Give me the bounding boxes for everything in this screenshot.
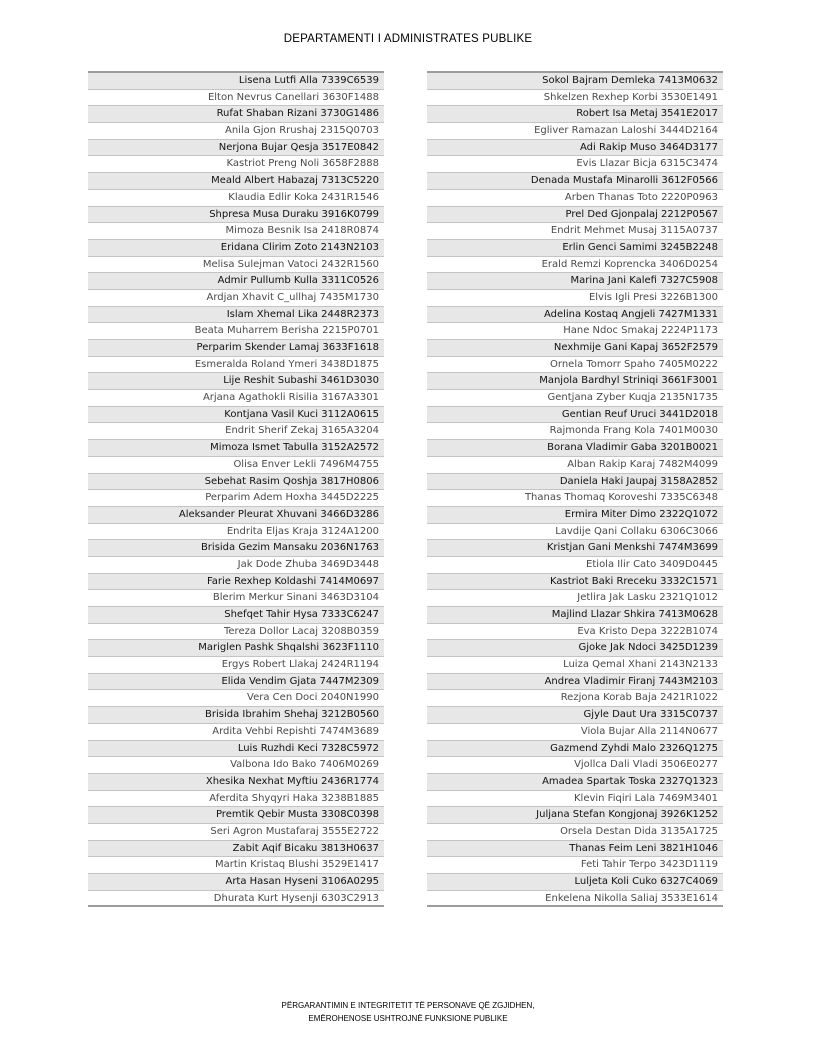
footer-line-1: PËRGARANTIMIN E INTEGRITETIT TË PERSONAVE QË ZGJIDHEN, [281, 1001, 535, 1010]
list-item: Majlind Llazar Shkira 7413M0628 [427, 607, 723, 624]
list-item: Arjana Agathokli Risilia 3167A3301 [88, 390, 384, 407]
list-item: Nexhmije Gani Kapaj 3652F2579 [427, 340, 723, 357]
list-item: Anila Gjon Rrushaj 2315Q0703 [88, 123, 384, 140]
list-item: Alban Rakip Karaj 7482M4099 [427, 457, 723, 474]
list-item: Marina Jani Kalefi 7327C5908 [427, 273, 723, 290]
list-item: Farie Rexhep Koldashi 7414M0697 [88, 574, 384, 591]
list-item: Melisa Sulejman Vatoci 2432R1560 [88, 257, 384, 274]
list-item: Adelina Kostaq Angjeli 7427M1331 [427, 307, 723, 324]
list-item: Kastriot Baki Rreceku 3332C1571 [427, 574, 723, 591]
list-item: Elvis Igli Presi 3226B1300 [427, 290, 723, 307]
list-item: Kontjana Vasil Kuci 3112A0615 [88, 407, 384, 424]
list-item: Gazmend Zyhdi Malo 2326Q1275 [427, 741, 723, 758]
list-item: Thanas Thomaq Koroveshi 7335C6348 [427, 490, 723, 507]
list-item: Premtik Qebir Musta 3308C0398 [88, 807, 384, 824]
list-item: Erald Remzi Koprencka 3406D0254 [427, 257, 723, 274]
list-item: Martin Kristaq Blushi 3529E1417 [88, 857, 384, 874]
list-item: Jak Dode Zhuba 3469D3448 [88, 557, 384, 574]
list-item: Mariglen Pashk Shqalshi 3623F1110 [88, 640, 384, 657]
list-item: Denada Mustafa Minarolli 3612F0566 [427, 173, 723, 190]
list-item: Viola Bujar Alla 2114N0677 [427, 724, 723, 741]
list-item: Daniela Haki Jaupaj 3158A2852 [427, 474, 723, 491]
list-item: Tereza Dollor Lacaj 3208B0359 [88, 624, 384, 641]
list-item: Valbona Ido Bako 7406M0269 [88, 757, 384, 774]
list-item: Ardita Vehbi Repishti 7474M3689 [88, 724, 384, 741]
list-item: Endrit Sherif Zekaj 3165A3204 [88, 423, 384, 440]
list-item: Rezjona Korab Baja 2421R1022 [427, 690, 723, 707]
list-item: Elton Nevrus Canellari 3630F1488 [88, 90, 384, 107]
list-item: Prel Ded Gjonpalaj 2212P0567 [427, 207, 723, 224]
footer [0, 999, 816, 1025]
list-item: Shefqet Tahir Hysa 7333C6247 [88, 607, 384, 624]
list-item: Gjoke Jak Ndoci 3425D1239 [427, 640, 723, 657]
left-name-list [88, 71, 384, 907]
list-item: Andrea Vladimir Firanj 7443M2103 [427, 674, 723, 691]
list-item: Erlin Genci Samimi 3245B2248 [427, 240, 723, 257]
page-title: DEPARTAMENTI I ADMINISTRATES PUBLIKE [283, 33, 533, 45]
list-item: Gjyle Daut Ura 3315C0737 [427, 707, 723, 724]
list-item: Klaudia Edlir Koka 2431R1546 [88, 190, 384, 207]
list-item: Gentjana Zyber Kuqja 2135N1735 [427, 390, 723, 407]
list-item: Ergys Robert Llakaj 2424R1194 [88, 657, 384, 674]
list-item: Dhurata Kurt Hysenji 6303C2913 [88, 891, 384, 908]
list-item: Lije Reshit Subashi 3461D3030 [88, 373, 384, 390]
list-item: Arta Hasan Hyseni 3106A0295 [88, 874, 384, 891]
list-item: Luiza Qemal Xhani 2143N2133 [427, 657, 723, 674]
list-item: Vera Cen Doci 2040N1990 [88, 690, 384, 707]
list-item: Luljeta Koli Cuko 6327C4069 [427, 874, 723, 891]
footer-line-2: EMËROHENOSE USHTROJNË FUNKSIONE PUBLIKE [308, 1014, 508, 1023]
list-item: Feti Tahir Terpo 3423D1119 [427, 857, 723, 874]
list-item: Nerjona Bujar Qesja 3517E0842 [88, 140, 384, 157]
list-item: Enkelena Nikolla Saliaj 3533E1614 [427, 891, 723, 908]
list-item: Eva Kristo Depa 3222B1074 [427, 624, 723, 641]
list-item: Perparim Skender Lamaj 3633F1618 [88, 340, 384, 357]
list-item: Sokol Bajram Demleka 7413M0632 [427, 73, 723, 90]
list-item: Elida Vendim Gjata 7447M2309 [88, 674, 384, 691]
list-item: Xhesika Nexhat Myftiu 2436R1774 [88, 774, 384, 791]
list-item: Endrit Mehmet Musaj 3115A0737 [427, 223, 723, 240]
list-item: Endrita Eljas Kraja 3124A1200 [88, 524, 384, 541]
list-item: Luis Ruzhdi Keci 7328C5972 [88, 741, 384, 758]
list-item: Ornela Tomorr Spaho 7405M0222 [427, 357, 723, 374]
list-item: Vjollca Dali Vladi 3506E0277 [427, 757, 723, 774]
list-item: Esmeralda Roland Ymeri 3438D1875 [88, 357, 384, 374]
list-item: Jetlira Jak Lasku 2321Q1012 [427, 590, 723, 607]
list-item: Brisida Ibrahim Shehaj 3212B0560 [88, 707, 384, 724]
list-item: Shpresa Musa Duraku 3916K0799 [88, 207, 384, 224]
list-item: Kristjan Gani Menkshi 7474M3699 [427, 540, 723, 557]
list-item: Klevin Fiqiri Lala 7469M3401 [427, 791, 723, 808]
list-item: Thanas Feim Leni 3821H1046 [427, 841, 723, 858]
list-item: Rufat Shaban Rizani 3730G1486 [88, 106, 384, 123]
right-name-list [427, 71, 723, 907]
list-item: Seri Agron Mustafaraj 3555E2722 [88, 824, 384, 841]
list-item: Egliver Ramazan Laloshi 3444D2164 [427, 123, 723, 140]
list-item: Robert Isa Metaj 3541E2017 [427, 106, 723, 123]
list-item: Meald Albert Habazaj 7313C5220 [88, 173, 384, 190]
list-item: Lavdije Qani Collaku 6306C3066 [427, 524, 723, 541]
list-item: Olisa Enver Lekli 7496M4755 [88, 457, 384, 474]
list-item: Blerim Merkur Sinani 3463D3104 [88, 590, 384, 607]
list-item: Ermira Miter Dimo 2322Q1072 [427, 507, 723, 524]
list-item: Arben Thanas Toto 2220P0963 [427, 190, 723, 207]
list-item: Aferdita Shyqyri Haka 3238B1885 [88, 791, 384, 808]
list-item: Brisida Gezim Mansaku 2036N1763 [88, 540, 384, 557]
list-item: Gentian Reuf Uruci 3441D2018 [427, 407, 723, 424]
list-item: Beata Muharrem Berisha 2215P0701 [88, 323, 384, 340]
list-item: Adi Rakip Muso 3464D3177 [427, 140, 723, 157]
list-item: Mimoza Ismet Tabulla 3152A2572 [88, 440, 384, 457]
list-item: Admir Pullumb Kulla 3311C0526 [88, 273, 384, 290]
list-item: Sebehat Rasim Qoshja 3817H0806 [88, 474, 384, 491]
list-item: Ardjan Xhavit C_ullhaj 7435M1730 [88, 290, 384, 307]
list-item: Perparim Adem Hoxha 3445D2225 [88, 490, 384, 507]
list-item: Aleksander Pleurat Xhuvani 3466D3286 [88, 507, 384, 524]
list-item: Lisena Lutfi Alla 7339C6539 [88, 73, 384, 90]
list-item: Shkelzen Rexhep Korbi 3530E1491 [427, 90, 723, 107]
list-item: Manjola Bardhyl Striniqi 3661F3001 [427, 373, 723, 390]
list-item: Eridana Clirim Zoto 2143N2103 [88, 240, 384, 257]
list-item: Kastriot Preng Noli 3658F2888 [88, 156, 384, 173]
list-item: Etiola Ilir Cato 3409D0445 [427, 557, 723, 574]
list-item: Islam Xhemal Lika 2448R2373 [88, 307, 384, 324]
list-item: Zabit Aqif Bicaku 3813H0637 [88, 841, 384, 858]
list-item: Mimoza Besnik Isa 2418R0874 [88, 223, 384, 240]
list-item: Juljana Stefan Kongjonaj 3926K1252 [427, 807, 723, 824]
list-item: Borana Vladimir Gaba 3201B0021 [427, 440, 723, 457]
list-item: Orsela Destan Dida 3135A1725 [427, 824, 723, 841]
list-item: Rajmonda Frang Kola 7401M0030 [427, 423, 723, 440]
list-item: Amadea Spartak Toska 2327Q1323 [427, 774, 723, 791]
list-item: Evis Llazar Bicja 6315C3474 [427, 156, 723, 173]
list-item: Hane Ndoc Smakaj 2224P1173 [427, 323, 723, 340]
